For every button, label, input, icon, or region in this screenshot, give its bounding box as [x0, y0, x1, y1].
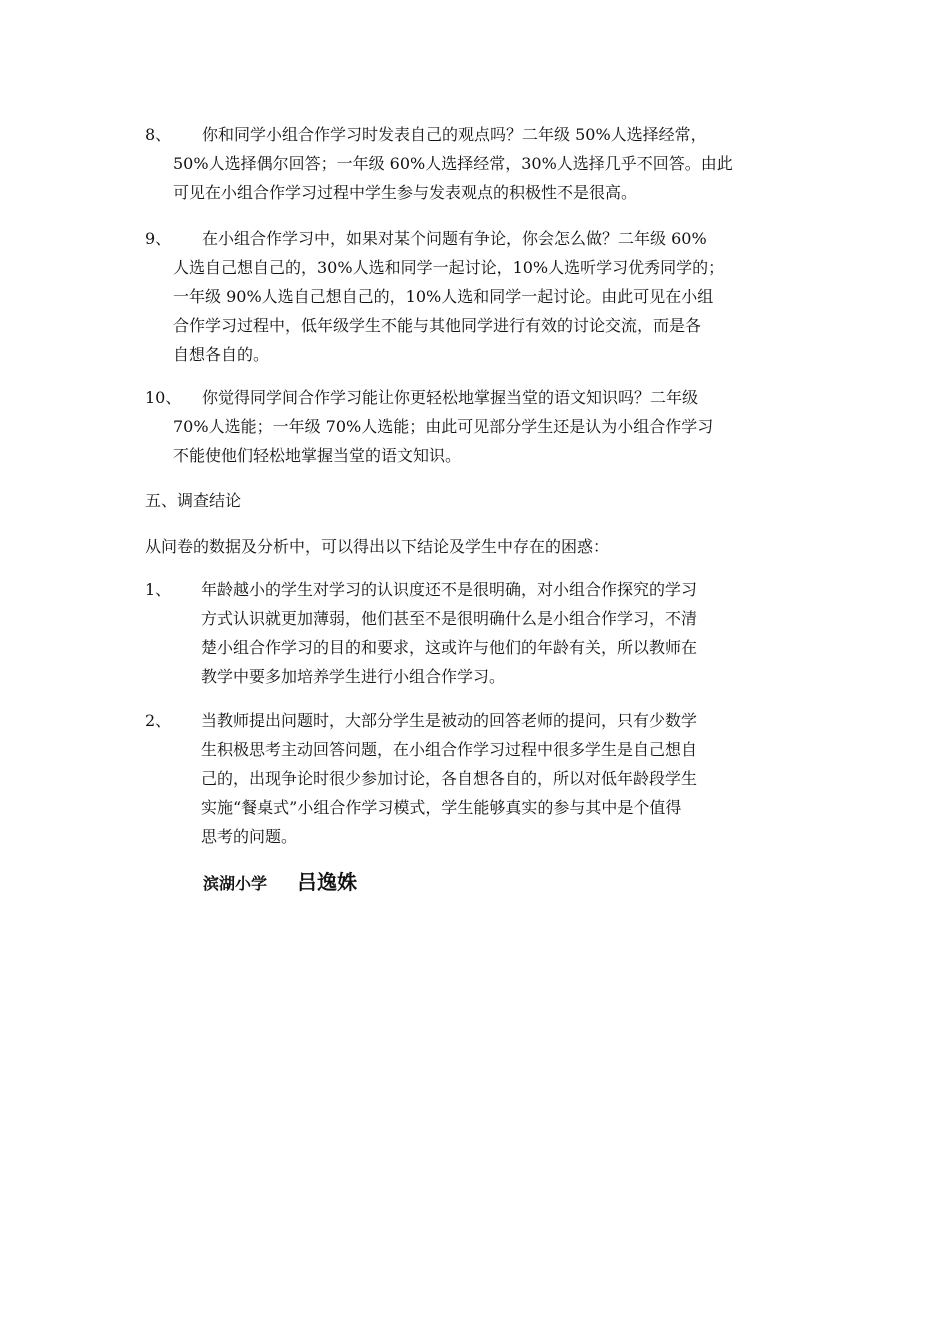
signature	[203, 866, 357, 895]
item-line: 在小组合作学习中，如果对某个问题有争论，你会怎么做？二年级 60%	[202, 229, 707, 248]
conclusion-number: 1、	[145, 580, 172, 599]
item-line: 你和同学小组合作学习时发表自己的观点吗？二年级 50%人选择经常，	[202, 125, 707, 144]
item-number: 8、	[145, 125, 172, 144]
item-line: 合作学习过程中，低年级学生不能与其他同学进行有效的讨论交流，而是各	[173, 316, 702, 335]
item-line: 70%人选能；一年级 70%人选能；由此可见部分学生还是认为小组合作学习	[173, 417, 714, 436]
conclusion-line: 实施“餐桌式”小组合作学习模式，学生能够真实的参与其中是个值得	[201, 798, 682, 817]
school-name: 滨湖小学	[203, 874, 268, 893]
item-number: 10、	[145, 388, 182, 407]
item-line: 50%人选择偶尔回答；一年级 60%人选择经常，30%人选择几乎不回答。由此	[173, 154, 733, 173]
section-heading: 五、调查结论	[145, 491, 242, 510]
survey-item-8	[145, 120, 810, 207]
conclusion-line: 己的，出现争论时很少参加讨论，各自想各自的，所以对低年龄段学生	[201, 769, 698, 788]
author-name: 吕逸姝	[297, 870, 358, 894]
conclusion-line: 当教师提出问题时，大部分学生是被动的回答老师的提问，只有少数学	[201, 711, 698, 730]
item-line: 自想各自的。	[173, 345, 270, 364]
conclusion-intro: 从问卷的数据及分析中，可以得出以下结论及学生中存在的困惑：	[145, 537, 610, 556]
item-line: 你觉得同学间合作学习能让你更轻松地掌握当堂的语文知识吗？二年级	[202, 388, 699, 407]
item-line: 人选自己想自己的，30%人选和同学一起讨论，10%人选听学习优秀同学的；	[173, 258, 725, 277]
item-line: 不能使他们轻松地掌握当堂的语文知识。	[173, 446, 462, 465]
conclusion-line: 方式认识就更加薄弱，他们甚至不是很明确什么是小组合作学习，不清	[201, 609, 698, 628]
conclusion-line: 生积极思考主动回答问题，在小组合作学习过程中很多学生是自己想自	[201, 740, 698, 759]
survey-item-9	[145, 224, 810, 369]
conclusion-line: 楚小组合作学习的目的和要求，这或许与他们的年龄有关，所以教师在	[201, 638, 698, 657]
conclusion-item-1	[145, 575, 810, 691]
conclusion-line: 思考的问题。	[201, 827, 298, 846]
conclusion-line: 年龄越小的学生对学习的认识度还不是很明确，对小组合作探究的学习	[201, 580, 698, 599]
item-line: 一年级 90%人选自己想自己的，10%人选和同学一起讨论。由此可见在小组	[173, 287, 714, 306]
item-line: 可见在小组合作学习过程中学生参与发表观点的积极性不是很高。	[173, 183, 638, 202]
conclusion-line: 教学中要多加培养学生进行小组合作学习。	[201, 667, 506, 686]
survey-item-10	[145, 383, 810, 470]
conclusion-number: 2、	[145, 711, 172, 730]
conclusion-item-2	[145, 706, 810, 851]
item-number: 9、	[145, 229, 172, 248]
